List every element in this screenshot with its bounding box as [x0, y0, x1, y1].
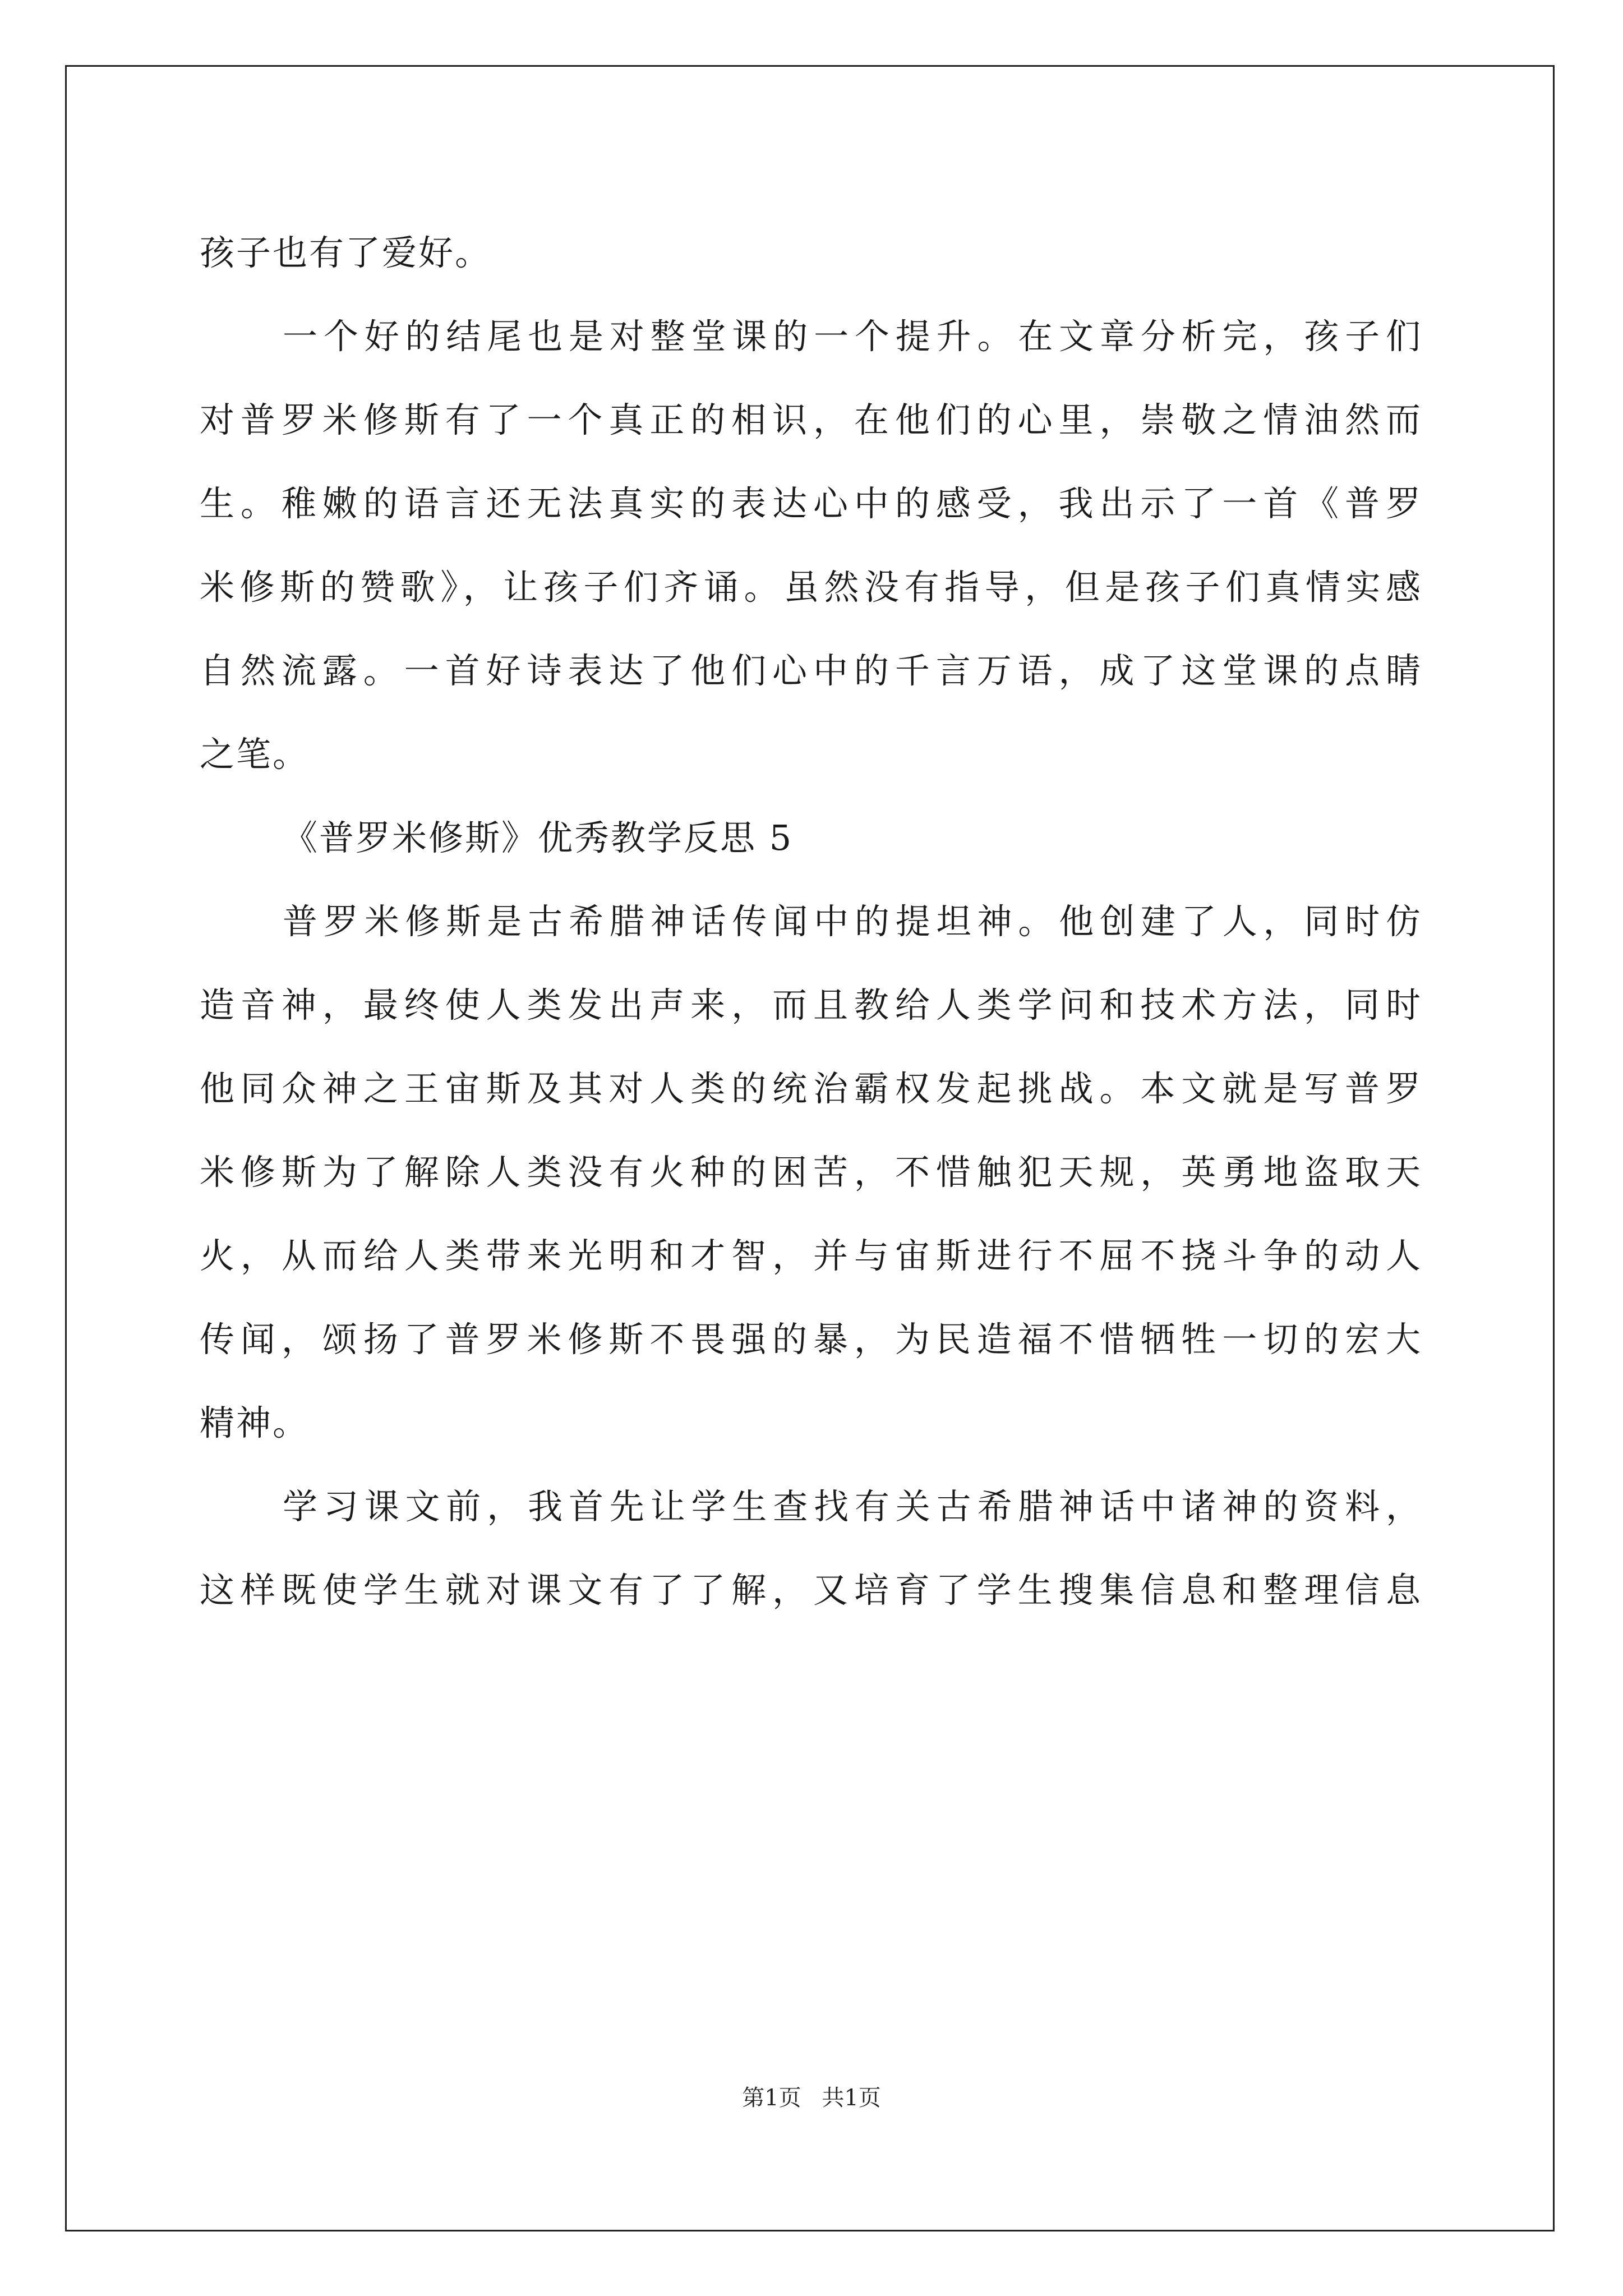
text-line: 之笔。	[200, 734, 310, 775]
text-line: 对普罗米修斯有了一个真正的相识，在他们的心里，崇敬之情油然而	[200, 399, 1422, 440]
page-total: 共1页	[822, 2085, 881, 2111]
text-line: 他同众神之王宙斯及其对人类的统治霸权发起挑战。本文就是写普罗	[200, 1068, 1422, 1109]
document-body	[200, 222, 1422, 1643]
text-line: 米修斯的赞歌》，让孩子们齐诵。虽然没有指导，但是孩子们真情实感	[200, 567, 1422, 608]
text-line: 米修斯为了解除人类没有火种的困苦，不惜触犯天规，英勇地盗取天	[200, 1152, 1422, 1193]
text-line: 造音神，最终使人类发出声来，而且教给人类学问和技术方法，同时	[200, 984, 1422, 1025]
text-line: 火，从而给人类带来光明和才智，并与宙斯进行不屈不挠斗争的动人	[200, 1235, 1422, 1276]
text-line: 自然流露。一首好诗表达了他们心中的千言万语，成了这堂课的点睛	[200, 650, 1422, 691]
text-line: 一个好的结尾也是对整堂课的一个提升。在文章分析完，孩子们	[283, 316, 1422, 357]
text-line: 传闻，颂扬了普罗米修斯不畏强的暴，为民造福不惜牺牲一切的宏大	[200, 1319, 1422, 1360]
page-number: 第1页	[742, 2085, 801, 2111]
text-line: 普罗米修斯是古希腊神话传闻中的提坦神。他创建了人，同时仿	[283, 901, 1422, 942]
text-line: 这样既使学生就对课文有了了解，又培育了学生搜集信息和整理信息	[200, 1570, 1422, 1611]
text-line: 孩子也有了爱好。	[200, 232, 492, 273]
text-line: 精神。	[200, 1402, 310, 1443]
text-line: 生。稚嫩的语言还无法真实的表达心中的感受，我出示了一首《普罗	[200, 483, 1422, 524]
text-line: 学习课文前，我首先让学生查找有关古希腊神话中诸神的资料，	[283, 1486, 1422, 1527]
page-footer	[0, 2080, 1623, 2112]
section-heading: 《普罗米修斯》优秀教学反思 5	[283, 817, 794, 858]
